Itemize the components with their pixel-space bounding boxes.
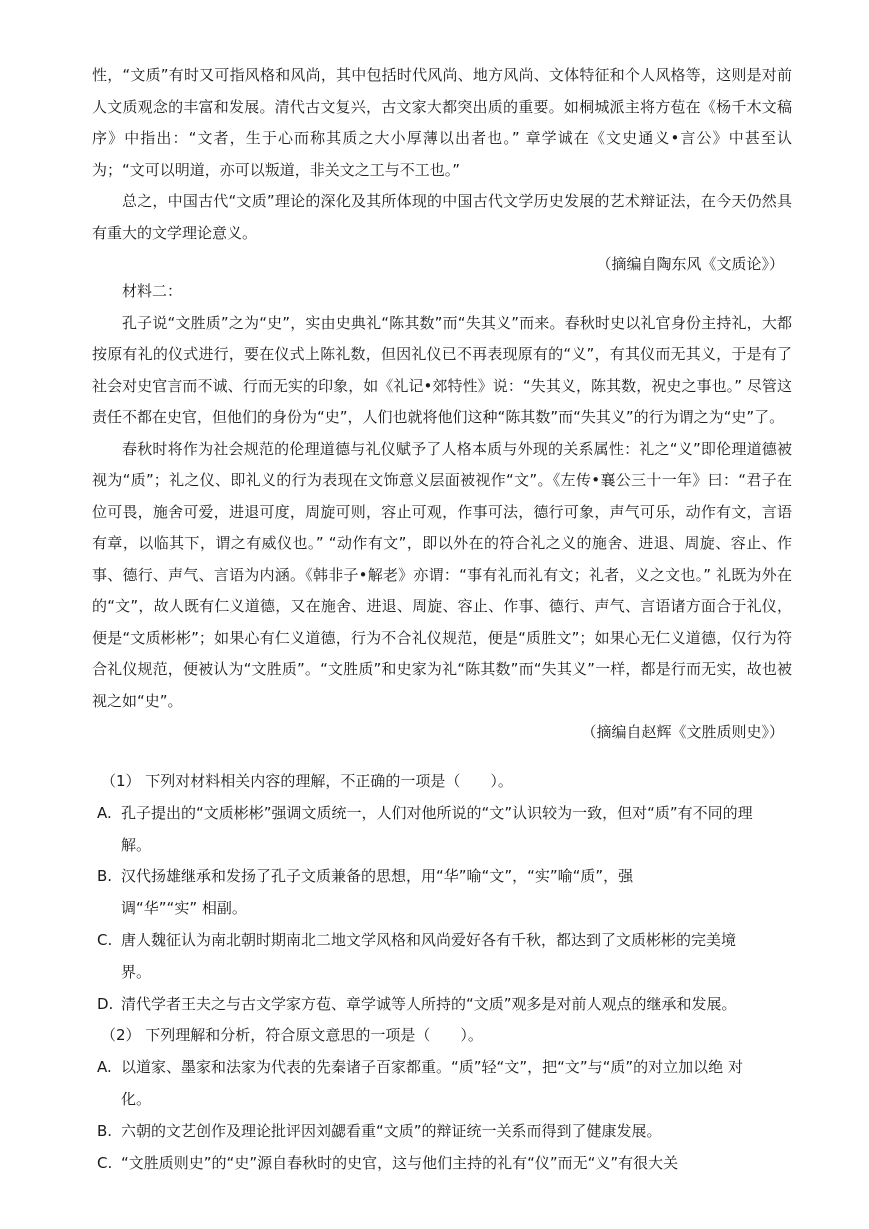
question-2-option-b[interactable] [97, 1116, 797, 1148]
question-2-stem: （2） 下列理解和分析，符合原文意思的一项是（ ）。 [101, 1026, 483, 1045]
question-1-option-d[interactable] [97, 989, 797, 1021]
option-text: 六朝的文艺创作及理论批评因刘勰看重“文质”的辩证统一关系而得到了健康发展。 [121, 1121, 662, 1140]
material-two-source: （摘编自赵辉《文胜质则史》） [581, 723, 784, 741]
option-letter: D. [97, 994, 114, 1013]
option-letter: A. [97, 1058, 112, 1077]
material-one-source: （摘编自陶东风《文质论》） [596, 255, 784, 273]
option-text: 汉代扬雄继承和发扬了孔子文质兼备的思想，用“华”喻“文”，“实”喻“质”，强调“华”“实” 相副。 [121, 867, 634, 918]
option-letter: A. [97, 803, 112, 822]
question-2 [97, 1020, 797, 1179]
questions-section [97, 766, 797, 1179]
option-text: 孔子提出的“文质彬彬”强调文质统一，人们对他所说的“文”认识较为一致，但对“质”有不同的理解。 [121, 803, 753, 854]
material-two-section [92, 276, 792, 749]
option-text: 清代学者王夫之与古文学家方苞、章学诚等人所持的“文质”观多是对前人观点的继承和发展。 [121, 994, 737, 1013]
material-one-continued-paragraph: 性，“文质”有时又可指风格和风尚，其中包括时代风尚、地方风尚、文体特征和个人风格等，这则是对前人文质观念的丰富和发展。清代古文复兴，古文家大都突出质的重要。如桐城派主将方苞在《杨千木文稿序》中指出：“文者，生于心而称其质之大小厚薄以出者也。” 章学诚在《文史通义•言公》中甚至认为；“文可以明道，亦可以叛道，非关文之工与不工也。” [92, 66, 792, 179]
material-two-label: 材料二： [122, 282, 183, 300]
option-text: “文胜质则史”的“史”源自春秋时的史官，这与他们主持的礼有“仪”而无“义”有很大关 [121, 1153, 679, 1172]
material-one-summary-paragraph: 总之，中国古代“文质”理论的深化及其所体现的中国古代文学历史发展的艺术辩证法，在今天仍然具有重大的文学理论意义。 [92, 192, 792, 242]
material-one-section [92, 60, 792, 281]
option-letter: C. [97, 930, 113, 949]
material-two-paragraph-1: 孔子说“文胜质”之为“史”，实由史典礼“陈其数”而“失其义”而来。春秋时史以礼官身份主持礼，大都按原有礼的仪式进行，要在仪式上陈礼数，但因礼仪已不再表现原有的“义”，有其仪而无其义，于是有了社会对史官言而不诚、行而无实的印象，如《礼记•郊特性》说：“失其义，陈其数，祝史之事也。” 尽管这责任不都在史官，但他们的身份为“史”，人们也就将他们这种“陈其数”而“失其义”的行为谓之为“史”了。 [92, 313, 792, 426]
question-1-option-c[interactable] [97, 925, 797, 989]
question-1 [97, 766, 797, 1020]
option-letter: B. [97, 1121, 113, 1140]
material-two-paragraph-2: 春秋时将作为社会规范的伦理道德与礼仪赋予了人格本质与外现的关系属性：礼之“义”即伦理道德被视为“质”；礼之仪、即礼义的行为表现在文饰意义层面被视作“文”。《左传•襄公三十一年》曰：“君子在位可畏，施舍可爱，进退可度，周旋可则，容止可观，作事可法，德行可象，声气可乐，动作有文，言语有章，以临其下，谓之有威仪也。” “动作有文”，即以外在的符合礼之义的施舍、进退、周旋、容止、作事、德行、声气、言语为内涵。《韩非子•解老》亦谓：“事有礼而礼有文；礼者，义之文也。” 礼既为外在的“文”，故人既有仁义道德，又在施舍、进退、周旋、容止、作事、德行、声气、言语诸方面合于礼仪，便是“文质彬彬”；如果心有仁义道德，行为不合礼仪规范，便是“质胜文”；如果心无仁义道德，仅行为符合礼仪规范，便被认为“文胜质”。“文胜质”和史家为礼“陈其数”而“失其义”一样，都是行而无实，故也被视之如“史”。 [92, 439, 792, 710]
question-1-stem: （1） 下列对材料相关内容的理解，不正确的一项是（ ）。 [101, 772, 513, 790]
question-1-option-b[interactable] [97, 861, 797, 925]
option-text: 唐人魏征认为南北朝时期南北二地文学风格和风尚爱好各有千秋，都达到了文质彬彬的完美境界。 [121, 930, 737, 981]
option-text: 以道家、墨家和法家为代表的先秦诸子百家都重。“质”轻“文”，把“文”与“质”的对立加以绝 对化。 [121, 1058, 743, 1108]
question-2-option-a[interactable] [97, 1052, 797, 1116]
question-2-option-c[interactable] [97, 1148, 797, 1180]
option-letter: C. [97, 1153, 113, 1172]
question-1-option-a[interactable] [97, 798, 797, 862]
option-letter: B. [97, 867, 113, 886]
